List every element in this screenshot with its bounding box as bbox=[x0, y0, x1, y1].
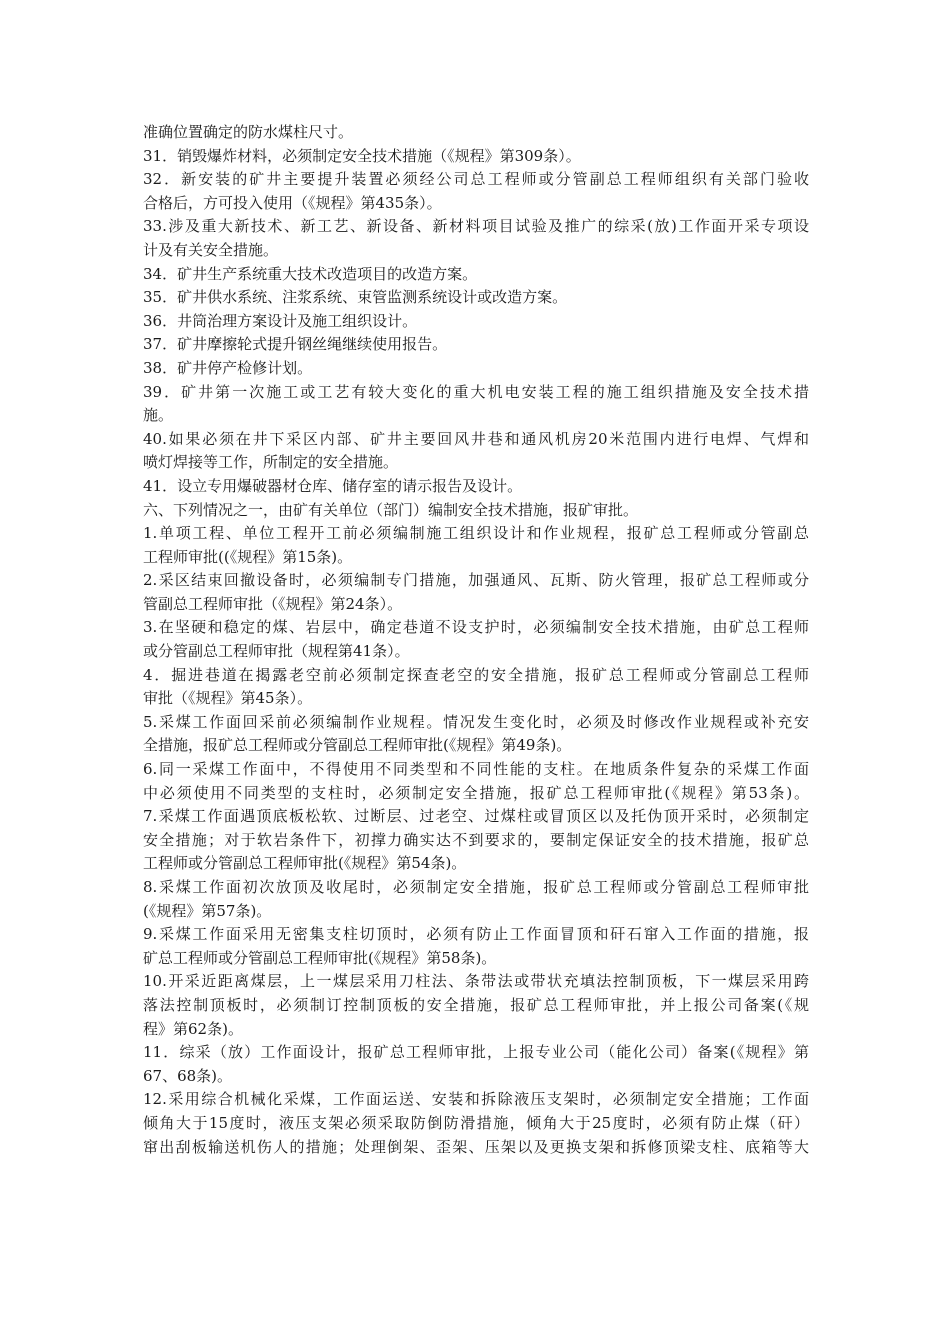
text-line: 35．矿井供水系统、注浆系统、束管监测系统设计或改造方案。 bbox=[143, 288, 568, 307]
text-line: 准确位置确定的防水煤柱尺寸。 bbox=[143, 123, 354, 141]
text-line: 合格后，方可投入使用（《规程》第435条）。 bbox=[143, 193, 442, 212]
text-line: 倾角大于15度时，液压支架必须采取防倒防滑措施，倾角大于25度时，必须有防止煤（矸） bbox=[143, 1113, 809, 1132]
text-line: 5.采煤工作面回采前必须编制作业规程。情况发生变化时，必须及时修改作业规程或补充安 bbox=[143, 712, 809, 731]
text-line: 32．新安装的矿井主要提升装置必须经公司总工程师或分管副总工程师组织有关部门验收 bbox=[143, 170, 809, 189]
text-line: 31．销毁爆炸材料，必须制定安全技术措施（《规程》第309条）。 bbox=[143, 146, 581, 165]
text-line: 36．井筒治理方案设计及施工组织设计。 bbox=[143, 311, 418, 330]
text-line: 10.开采近距离煤层，上一煤层采用刀柱法、条带法或带状充填法控制顶板，下一煤层采用跨 bbox=[143, 972, 809, 991]
text-line: 40.如果必须在井下采区内部、矿井主要回风井巷和通风机房20米范围内进行电焊、气焊和 bbox=[143, 429, 809, 448]
text-line: 全措施，报矿总工程师或分管副总工程师审批(《规程》第49条)。 bbox=[143, 736, 572, 755]
text-line: 33.涉及重大新技术、新工艺、新设备、新材料项目试验及推广的综采(放)工作面开采专项设 bbox=[143, 217, 809, 236]
text-line: 落法控制顶板时，必须制订控制顶板的安全措施，报矿总工程师审批，并上报公司备案(《规 bbox=[143, 995, 809, 1014]
text-line: 6.同一采煤工作面中，不得使用不同类型和不同性能的支柱。在地质条件复杂的采煤工作面 bbox=[143, 760, 809, 779]
text-line: 41．设立专用爆破器材仓库、储存室的请示报告及设计。 bbox=[143, 476, 523, 495]
text-line: 4．掘进巷道在揭露老空前必须制定探查老空的安全措施，报矿总工程师或分管副总工程师 bbox=[143, 665, 809, 684]
text-line: 中必须使用不同类型的支柱时，必须制定安全措施，报矿总工程师审批(《规程》第53条)。 bbox=[143, 783, 809, 802]
text-line: (《规程》第57条)。 bbox=[143, 901, 272, 920]
text-line: 9.采煤工作面采用无密集支柱切顶时，必须有防止工作面冒顶和矸石窜入工作面的措施，报 bbox=[143, 925, 809, 944]
text-line: 喷灯焊接等工作，所制定的安全措施。 bbox=[143, 453, 399, 472]
text-line: 审批（《规程》第45条）。 bbox=[143, 689, 313, 708]
text-line: 计及有关安全措施。 bbox=[143, 240, 279, 259]
text-line: 管副总工程师审批（《规程》第24条）。 bbox=[143, 594, 403, 613]
text-line: 六、下列情况之一，由矿有关单位（部门）编制安全技术措施，报矿审批。 bbox=[143, 500, 639, 519]
text-line: 窜出刮板输送机伤人的措施；处理倒架、歪架、压架以及更换支架和拆修顶梁支柱、底箱等大 bbox=[143, 1137, 809, 1156]
text-line: 工程师或分管副总工程师审批(《规程》第54条)。 bbox=[143, 854, 467, 873]
text-line: 67、68条)。 bbox=[143, 1066, 233, 1085]
text-line: 7.采煤工作面遇顶底板松软、过断层、过老空、过煤柱或冒顶区以及托伪顶开采时，必须制定 bbox=[143, 807, 809, 826]
text-line: 施。 bbox=[143, 406, 174, 425]
text-line: 安全措施；对于软岩条件下，初撑力确实达不到要求的，要制定保证安全的技术措施，报矿总 bbox=[143, 830, 809, 849]
text-line: 37．矿井摩擦轮式提升钢丝绳继续使用报告。 bbox=[143, 335, 448, 354]
text-line: 1.单项工程、单位工程开工前必须编制施工组织设计和作业规程，报矿总工程师或分管副总 bbox=[143, 524, 809, 543]
text-line: 3.在坚硬和稳定的煤、岩层中，确定巷道不设支护时，必须编制安全技术措施，由矿总工程师 bbox=[143, 618, 809, 637]
text-line: 34．矿井生产系统重大技术改造项目的改造方案。 bbox=[143, 264, 478, 283]
text-line: 矿总工程师或分管副总工程师审批(《规程》第58条)。 bbox=[143, 948, 497, 967]
text-line: 8.采煤工作面初次放顶及收尾时，必须制定安全措施，报矿总工程师或分管副总工程师审批 bbox=[143, 878, 809, 896]
text-line: 或分管副总工程师审批（规程第41条）。 bbox=[143, 642, 410, 661]
document-body bbox=[143, 121, 809, 1159]
text-line: 12.采用综合机械化采煤，工作面运送、安装和拆除液压支架时，必须制定安全措施；工作面 bbox=[143, 1090, 809, 1109]
text-line: 38．矿井停产检修计划。 bbox=[143, 358, 313, 377]
text-line: 2.采区结束回撤设备时，必须编制专门措施，加强通风、瓦斯、防火管理，报矿总工程师或分 bbox=[143, 571, 809, 590]
text-line: 程》第62条)。 bbox=[143, 1019, 243, 1038]
text-line: 11．综采（放）工作面设计，报矿总工程师审批，上报专业公司（能化公司）备案(《规程》第 bbox=[143, 1043, 809, 1062]
text-line: 39．矿井第一次施工或工艺有较大变化的重大机电安装工程的施工组织措施及安全技术措 bbox=[143, 382, 809, 401]
text-line: 工程师审批((《规程》第15条)。 bbox=[143, 547, 353, 566]
